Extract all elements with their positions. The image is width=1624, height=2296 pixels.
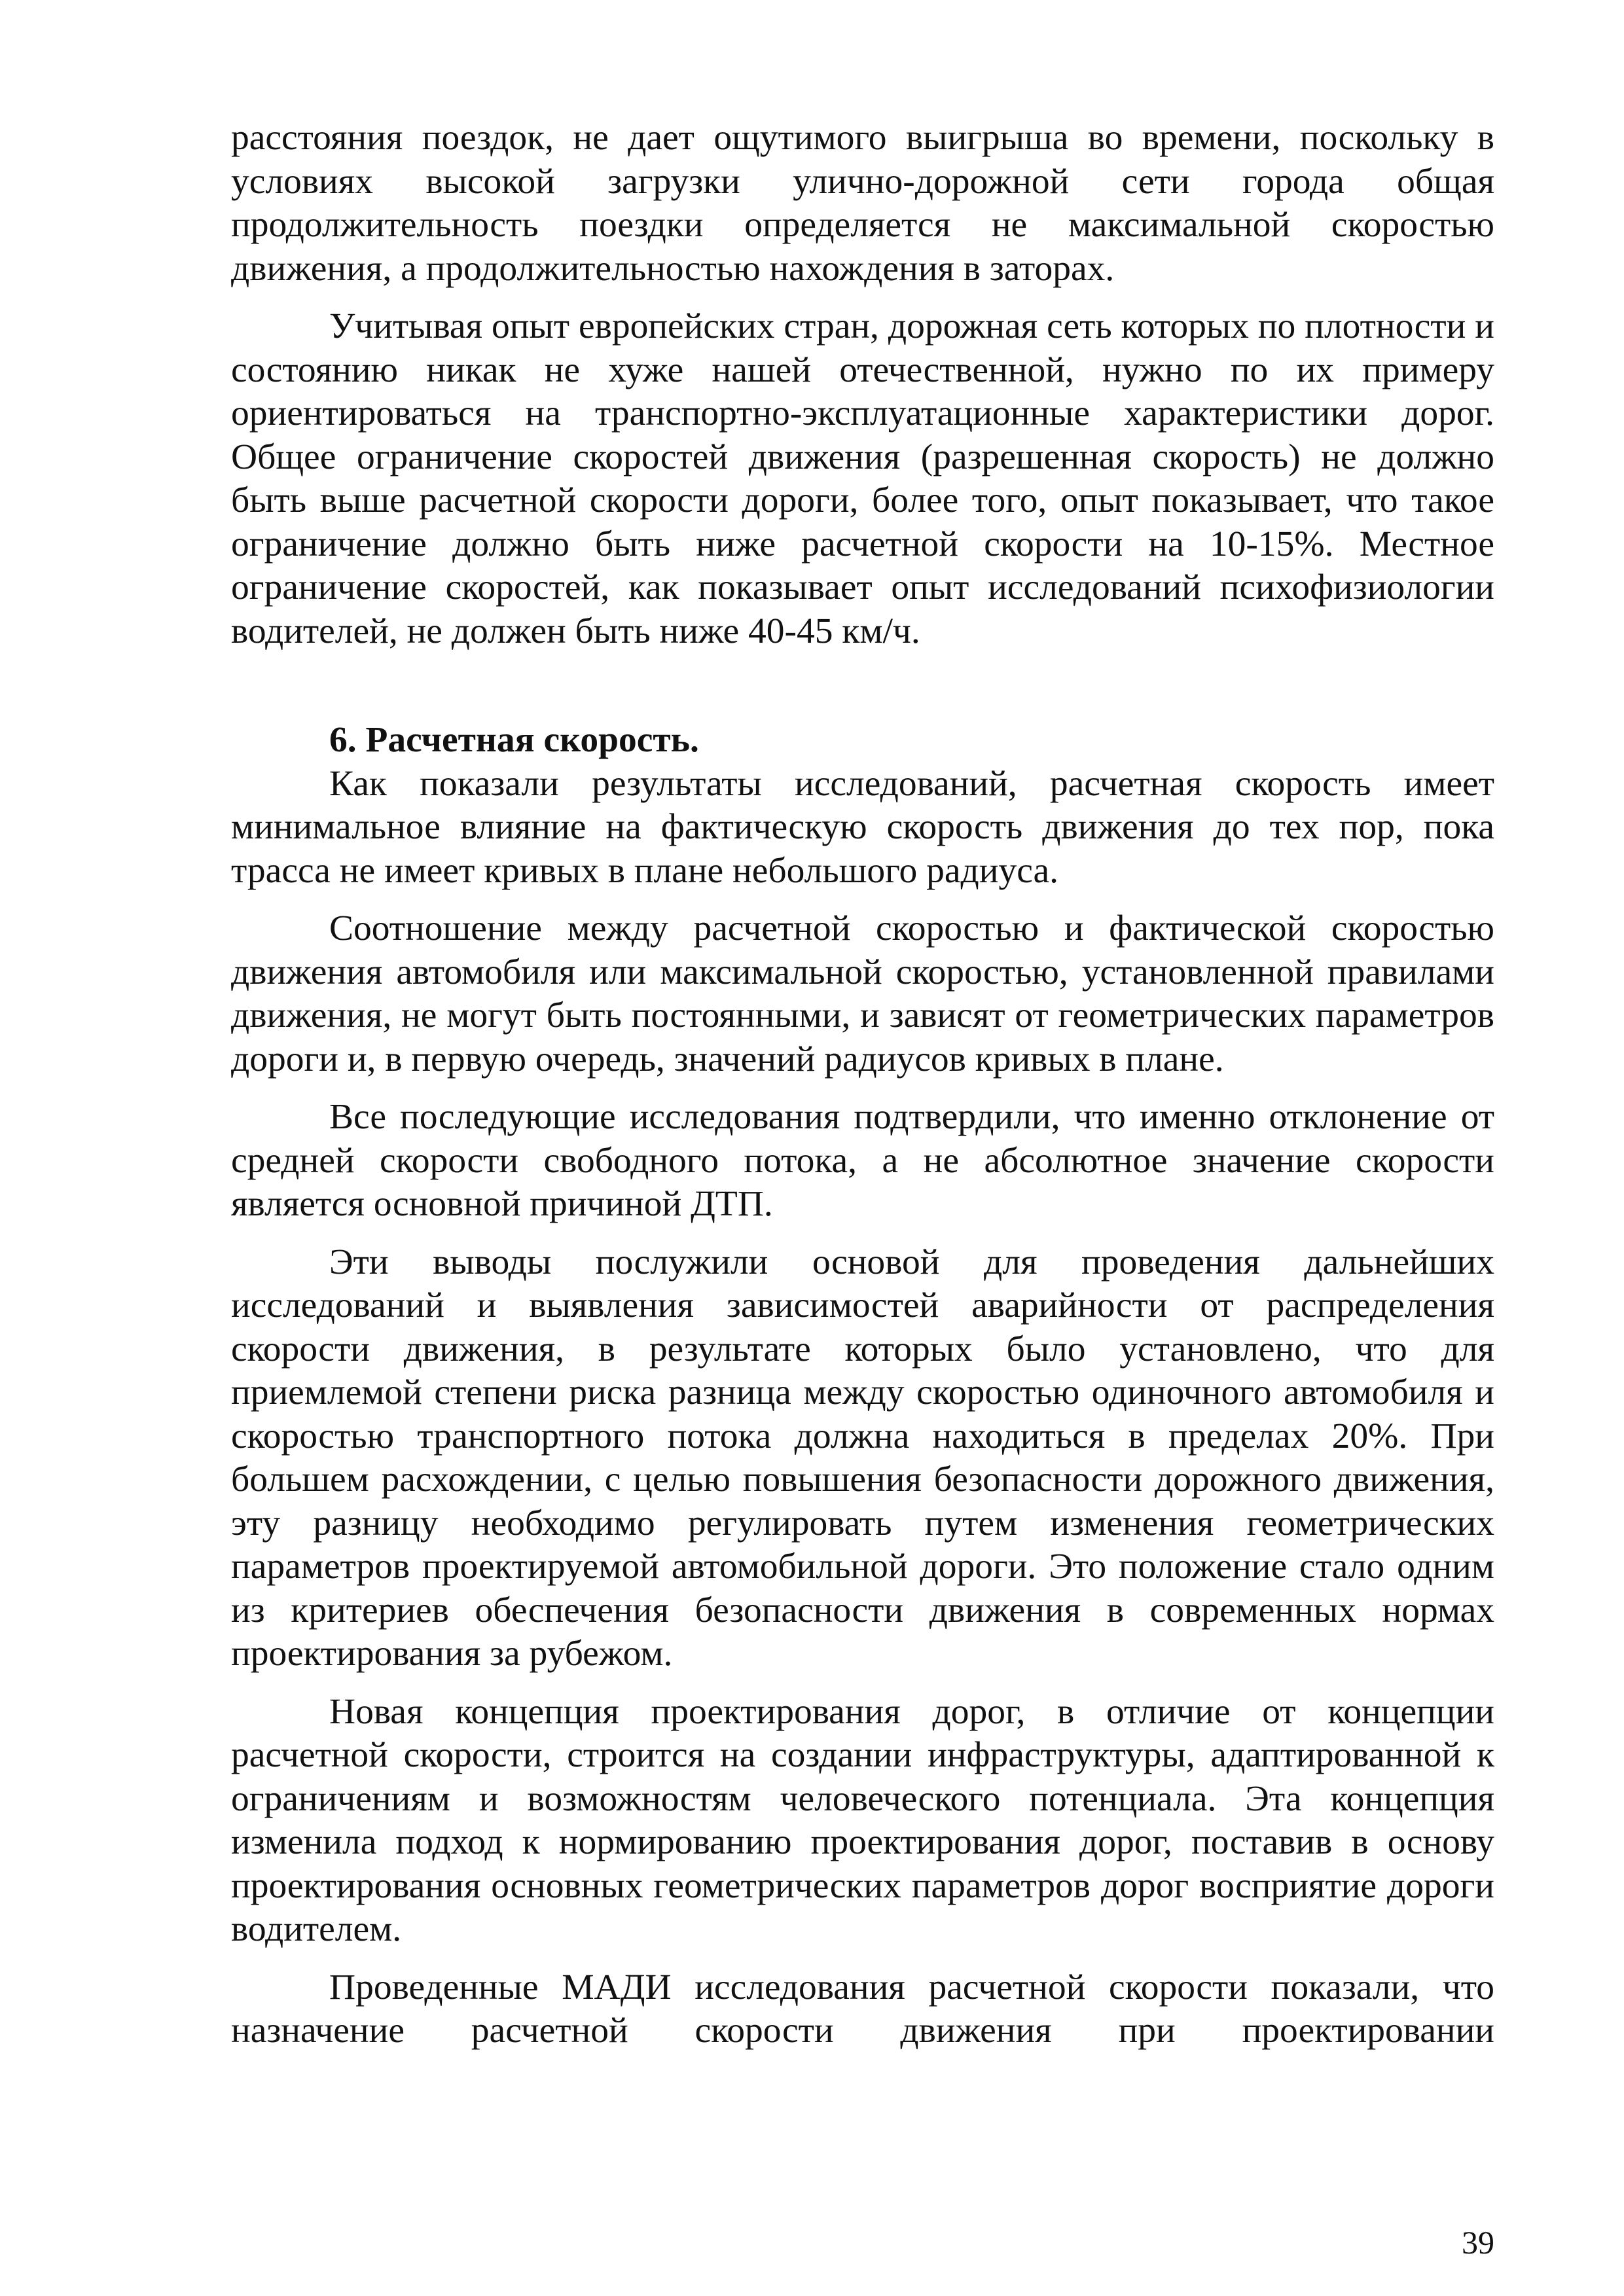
- page-number: 39: [1462, 2224, 1494, 2261]
- paragraph-european-experience: Учитывая опыт европейских стран, дорожная сеть которых по плотности и состоянию никак не хуже нашей отечественной, нужно по их примеру ориентироваться на транспортно-эксплуатационные характеристики дорог. Общее ограничение скоростей движения (разрешенная скорость) не должно быть выше расчетной скорости дороги, более того, опыт показывает, что такое ограничение должно быть ниже расчетной скорости на 10-15%. Местное ограничение скоростей, как показывает опыт исследований психофизиологии водителей, не должен быть ниже 40-45 км/ч.: [231, 306, 1494, 651]
- paragraph-speed-ratio: Соотношение между расчетной скоростью и фактической скоростью движения автомобиля или максимальной скоростью, установленной правилами движения, не могут быть постоянными, и зависят от геометрических параметров дороги и, в первую очередь, значений радиусов кривых в плане.: [231, 908, 1494, 1079]
- paragraph-speed-deviation: Все последующие исследования подтвердили, что именно отклонение от средней скорости свободного потока, а не абсолютное значение скорости является основной причиной ДТП.: [231, 1097, 1494, 1224]
- paragraph-new-concept: Новая концепция проектирования дорог, в отличие от концепции расчетной скорости, строится на создании инфраструктуры, адаптированной к ограничениям и возможностям человеческого потенциала. Эта концепция изменила подход к нормированию проектирования дорог, поставив в основу проектирования основных геометрических параметров дорог восприятие дороги водителем.: [231, 1691, 1494, 1949]
- paragraph-accident-research: Эти выводы послужили основой для проведения дальнейших исследований и выявления зависимостей аварийности от распределения скорости движения, в результате которых было установлено, что для приемлемой степени риска разница между скоростью одиночного автомобиля и скоростью транспортного потока должна находиться в пределах 20%. При большем расхождении, с целью повышения безопасности дорожного движения, эту разницу необходимо регулировать путем изменения геометрических параметров проектируемой автомобильной дороги. Это положение стало одним из критериев обеспечения безопасности движения в современных нормах проектирования за рубежом.: [231, 1242, 1494, 1674]
- section-heading: 6. Расчетная скорость.: [329, 720, 699, 760]
- paragraph-continuation: расстояния поездок, не дает ощутимого выигрыша во времени, поскольку в условиях высокой загрузки улично-дорожной сети города общая продолжительность поездки определяется не максимальной скоростью движения, а продолжительностью нахождения в заторах.: [231, 118, 1494, 289]
- document-page: [231, 117, 1494, 2053]
- paragraph-madi-research: Проведенные МАДИ исследования расчетной скорости показали, что назначение расчетной скорости движения при проектировании: [231, 1967, 1494, 2051]
- paragraph-research-results: Как показали результаты исследований, расчетная скорость имеет минимальное влияние на фактическую скорость движения до тех пор, пока трасса не имеет кривых в плане небольшого радиуса.: [231, 763, 1494, 891]
